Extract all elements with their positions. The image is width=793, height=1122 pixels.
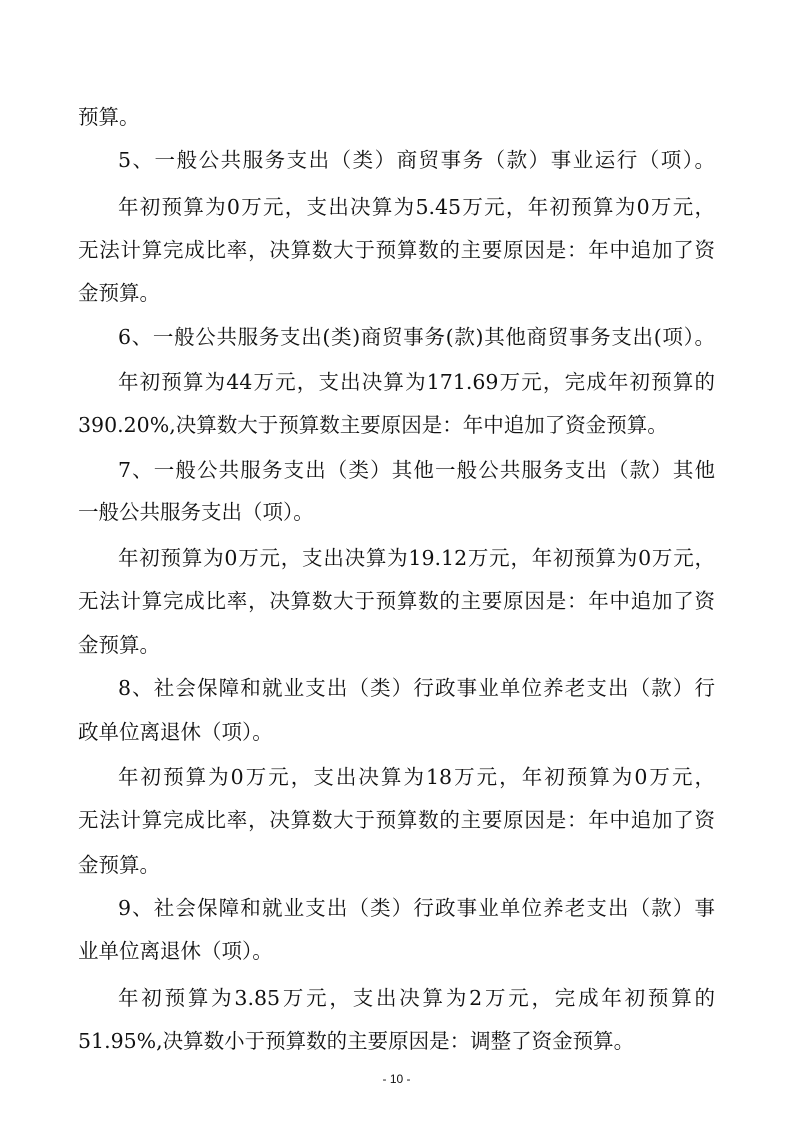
text-line: 预算。	[78, 105, 140, 129]
text-line: 年初预算为44万元，支出决算为171.69万元，完成年初预算的	[118, 370, 715, 394]
text-line: 390.20%,决算数大于预算数主要原因是：年中追加了资金预算。	[78, 413, 668, 437]
text-line: 9、社会保障和就业支出（类）行政事业单位养老支出（款）事	[118, 896, 715, 920]
text-line: 金预算。	[78, 281, 160, 305]
text-line: 6、一般公共服务支出(类)商贸事务(款)其他商贸事务支出(项）。	[118, 325, 715, 349]
text-line: 8、社会保障和就业支出（类）行政事业单位养老支出（款）行	[118, 676, 715, 700]
text-line: 年初预算为0万元，支出决算为19.12万元，年初预算为0万元，	[118, 546, 715, 570]
text-line: 7、一般公共服务支出（类）其他一般公共服务支出（款）其他	[118, 458, 715, 482]
text-line: 年初预算为0万元，支出决算为18万元，年初预算为0万元，	[118, 765, 715, 789]
text-line: 5、一般公共服务支出（类）商贸事务（款）事业运行（项）。	[118, 148, 715, 172]
text-line: 无法计算完成比率，决算数大于预算数的主要原因是：年中追加了资	[78, 238, 715, 262]
text-line: 业单位离退休（项）。	[78, 939, 273, 963]
text-line: 年初预算为3.85万元，支出决算为2万元，完成年初预算的	[118, 986, 715, 1010]
text-line: 51.95%,决算数小于预算数的主要原因是：调整了资金预算。	[78, 1029, 635, 1053]
text-line: 金预算。	[78, 633, 160, 657]
page-number: - 10 -	[382, 1072, 411, 1086]
text-line: 一般公共服务支出（项）。	[78, 500, 314, 524]
text-line: 金预算。	[78, 853, 160, 877]
text-line: 年初预算为0万元，支出决算为5.45万元，年初预算为0万元，	[118, 195, 715, 219]
text-line: 无法计算完成比率，决算数大于预算数的主要原因是：年中追加了资	[78, 589, 715, 613]
text-line: 无法计算完成比率，决算数大于预算数的主要原因是：年中追加了资	[78, 808, 715, 832]
text-line: 政单位离退休（项）。	[78, 720, 273, 744]
